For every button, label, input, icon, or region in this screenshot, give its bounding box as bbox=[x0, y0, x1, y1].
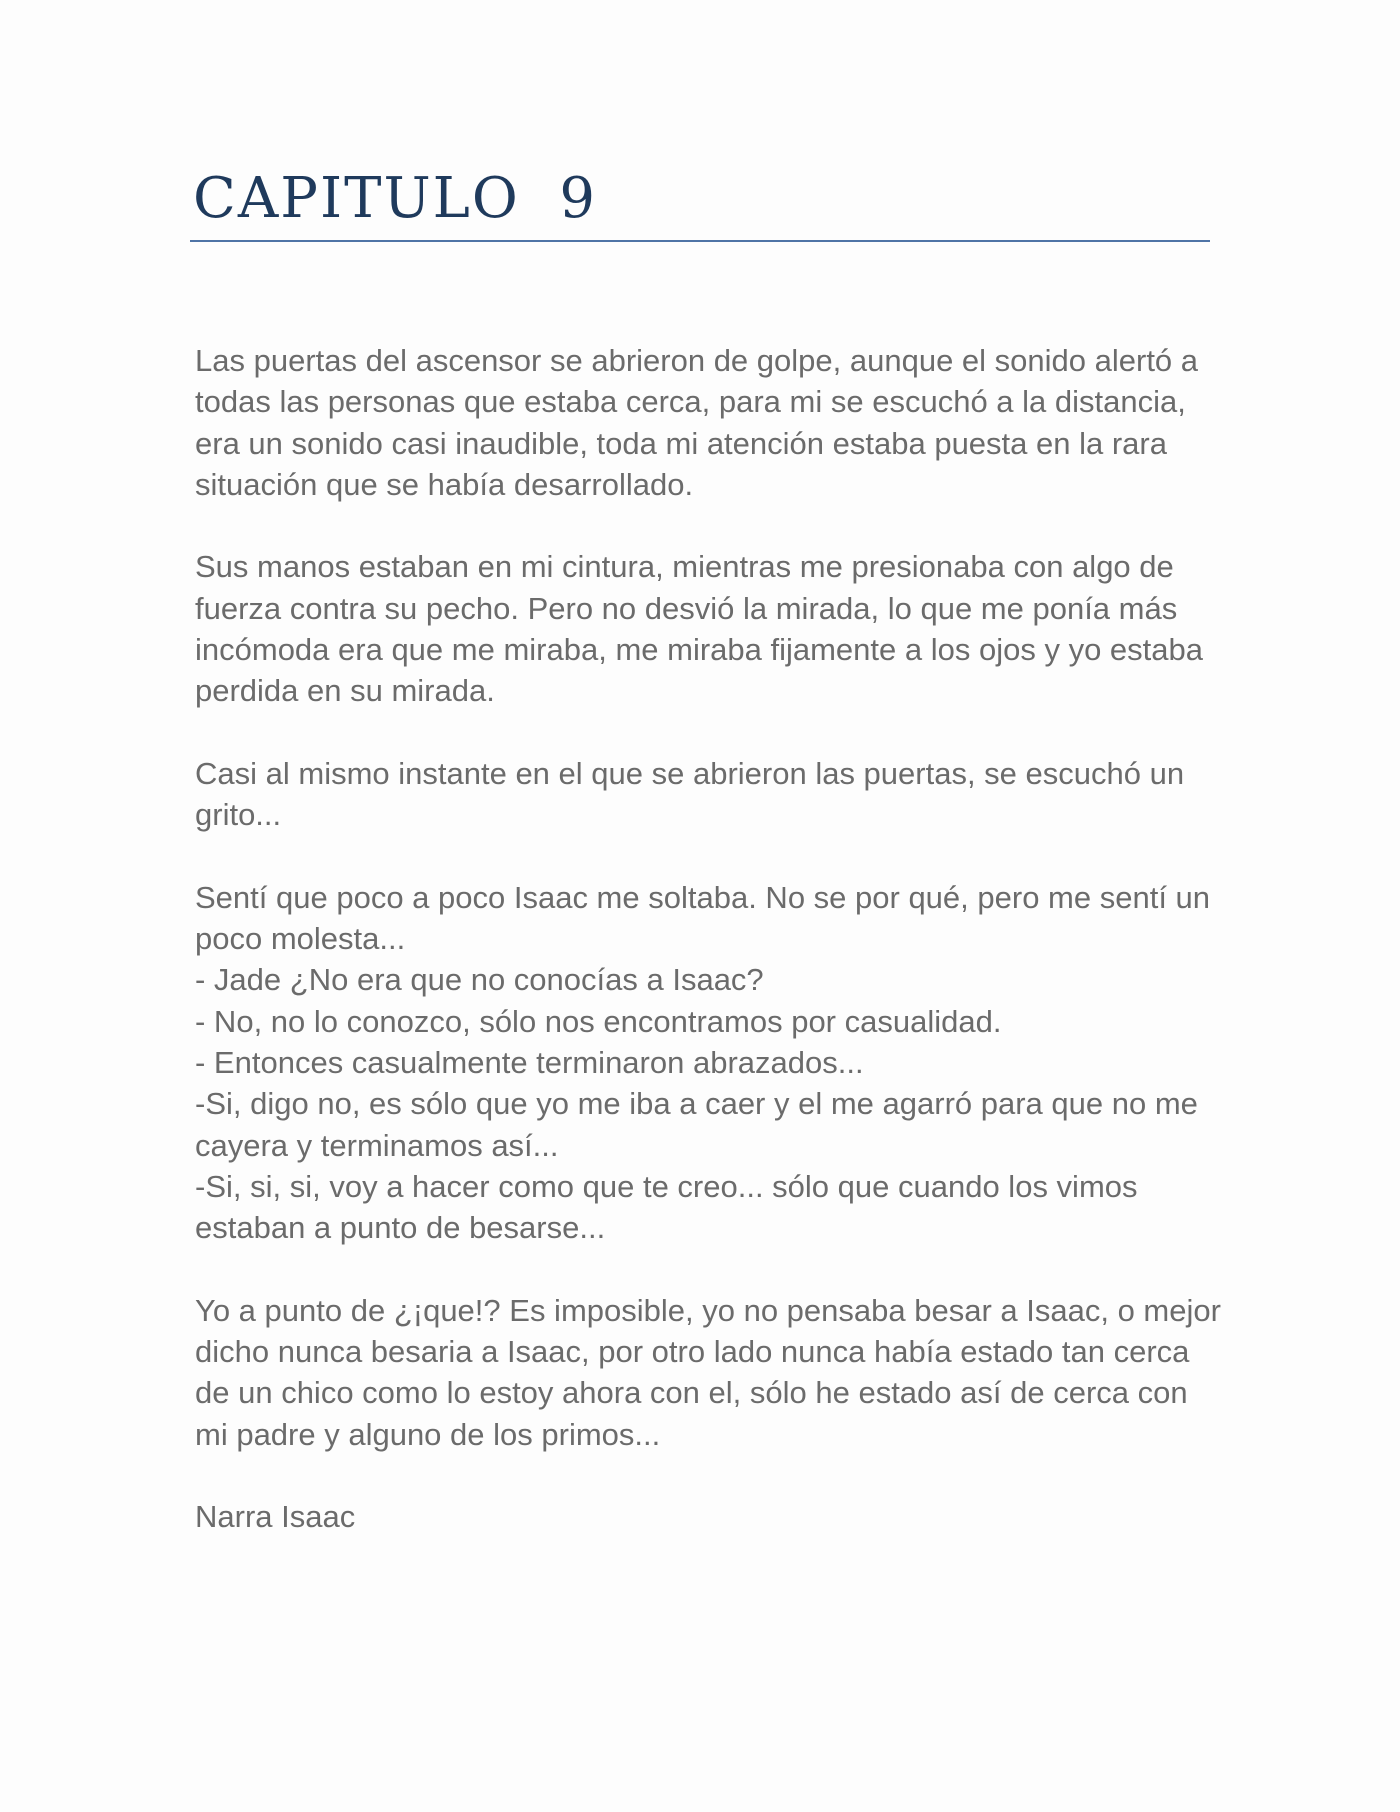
dialogue-line: - No, no lo conozco, sólo nos encontramos por casualidad. bbox=[195, 1003, 1002, 1039]
paragraph: Casi al mismo instante en el que se abrieron las puertas, se escuchó un grito... bbox=[195, 755, 1185, 833]
dialogue-line: -Si, si, si, voy a hacer como que te creo... sólo que cuando los vimos estaban a punto de besarse... bbox=[195, 1168, 1138, 1246]
dialogue-line: - Jade ¿No era que no conocías a Isaac? bbox=[195, 962, 764, 998]
paragraph: Yo a punto de ¿¡que!? Es imposible, yo no pensaba besar a Isaac, o mejor dicho nunca besaria a Isaac, por otro lado nunca había estado tan cerca de un chico como lo estoy ahora con el, sólo he estado así de cerca con mi padre y alguno de los primos... bbox=[195, 1292, 1221, 1452]
dialogue-line: -Si, digo no, es sólo que yo me iba a caer y el me agarró para que no me cayera y terminamos así... bbox=[195, 1086, 1198, 1163]
paragraph: Sentí que poco a poco Isaac me soltaba. No se por qué, pero me sentí un poco molesta... bbox=[195, 879, 1211, 957]
chapter-title: CAPITULO 9 bbox=[193, 166, 597, 231]
title-underline bbox=[190, 240, 1210, 242]
paragraph: Sus manos estaban en mi cintura, mientras me presionaba con algo de fuerza contra su pecho. Pero no desvió la mirada, lo que me ponía más incómoda era que me miraba, me miraba fijamente a los ojos y yo estaba perdida en su mirada. bbox=[195, 549, 1203, 709]
chapter-body bbox=[195, 340, 1225, 1538]
paragraph: Las puertas del ascensor se abrieron de golpe, aunque el sonido alertó a todas las personas que estaba cerca, para mi se escuchó a la distancia, era un sonido casi inaudible, toda mi atención estaba puesta en la rara situación que se había desarrollado. bbox=[195, 343, 1199, 502]
dialogue-line: - Entonces casualmente terminaron abrazados... bbox=[195, 1045, 864, 1081]
narrator-heading: Narra Isaac bbox=[195, 1499, 356, 1535]
